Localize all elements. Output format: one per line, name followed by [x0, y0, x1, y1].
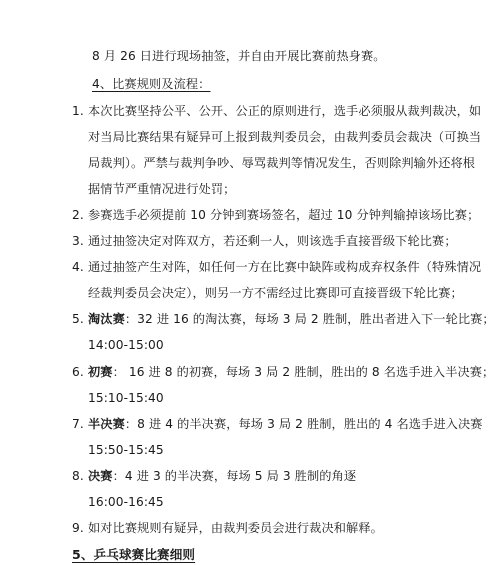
- list-item-text: 本次比赛坚持公平、公开、公正的原则进行，选手必须服从裁判裁决，如: [88, 104, 482, 118]
- stage-name: 半决赛: [88, 417, 125, 431]
- list-item-8: [72, 468, 356, 484]
- list-item-1-line-4: 据情节严重情况进行处罚；: [88, 182, 236, 196]
- stage-time: 15:10-15:40: [88, 391, 164, 405]
- stage-name: 淘汰赛: [88, 312, 125, 326]
- stage-description: ：4 进 3 的半决赛，每场 5 局 3 胜制的角逐: [112, 469, 357, 483]
- list-item-6: [72, 364, 494, 380]
- stage-description: ： 16 进 8 的初赛，每场 3 局 2 胜制，胜出的 8 名选手进入半决赛；: [112, 365, 495, 379]
- stage-description: ：8 进 4 的半决赛，每场 3 局 2 胜制，胜出的 4 名选手进入决赛: [124, 417, 483, 431]
- list-item-4-line-2: 经裁判委员会决定），则另一方不需经过比赛即可直接晋级下轮比赛；: [88, 286, 463, 300]
- list-item-text: 如对比赛规则有疑异，由裁判委员会进行裁决和解释。: [88, 521, 383, 535]
- stage-time: 15:50-15:45: [88, 443, 164, 457]
- list-item-1-line-3: 局裁判）。严禁与裁判争吵、辱骂裁判等情况发生，否则除判输外还将根: [88, 156, 476, 170]
- list-item-5: [72, 311, 495, 327]
- list-item-4-line-1: [72, 259, 481, 275]
- list-item-number: 8.: [72, 469, 84, 483]
- list-item-number: 4.: [72, 260, 84, 274]
- stage-name: 初赛: [88, 365, 113, 379]
- stage-time: 16:00-16:45: [88, 495, 164, 509]
- list-item-7: [72, 416, 483, 432]
- stage-time: 14:00-15:00: [88, 338, 164, 352]
- list-item-2: [72, 207, 479, 223]
- list-item-number: 6.: [72, 365, 84, 379]
- stage-name: 决赛: [88, 469, 113, 483]
- list-item-number: 2.: [72, 208, 84, 222]
- list-item-3: [72, 233, 457, 249]
- list-item-number: 5.: [72, 312, 84, 326]
- list-item-1-line-1: [72, 103, 481, 119]
- list-item-number: 1.: [72, 104, 84, 118]
- list-item-text: 参赛选手必须提前 10 分钟到赛场签名，超过 10 分钟判输掉该场比赛；: [88, 208, 480, 222]
- intro-line: 8 月 26 日进行现场抽签，并自由开展比赛前热身赛。: [92, 49, 386, 63]
- list-item-number: 3.: [72, 234, 84, 248]
- list-item-number: 9.: [72, 521, 84, 535]
- section-4-title: 4、比赛规则及流程：: [92, 77, 211, 91]
- list-item-9: [72, 520, 383, 536]
- list-item-number: 7.: [72, 417, 84, 431]
- stage-description: ：32 进 16 的淘汰赛，每场 3 局 2 胜制，胜出者进入下一轮比赛；: [124, 312, 495, 326]
- list-item-1-line-2: 对当局比赛结果有疑异可上报到裁判委员会，由裁判委员会裁决（可换当: [88, 130, 482, 144]
- section-5-title: 5、乒乓球赛比赛细则: [72, 547, 196, 562]
- list-item-text: 通过抽签产生对阵，如任何一方在比赛中缺阵或构成弃权条件（特殊情况: [88, 260, 482, 274]
- list-item-text: 通过抽签决定对阵双方，若还剩一人，则该选手直接晋级下轮比赛；: [88, 234, 457, 248]
